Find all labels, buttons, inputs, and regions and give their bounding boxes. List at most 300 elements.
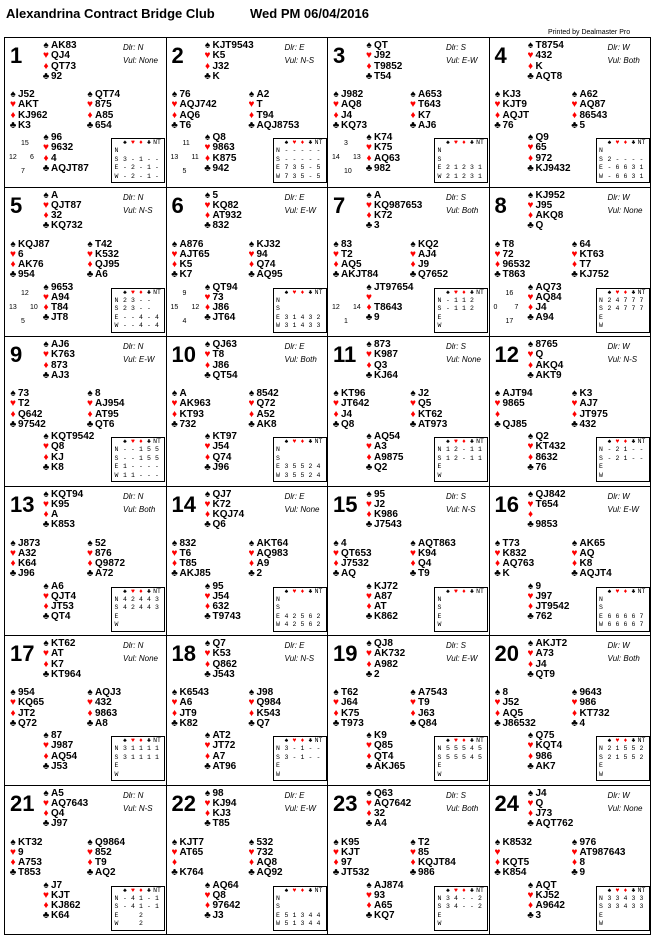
north-club-holding <box>526 819 574 829</box>
diamond-icon: ♦ <box>204 509 211 521</box>
diamond-icon: ♦ <box>366 302 372 314</box>
club-icon: ♣ <box>248 418 255 430</box>
club-cards: AKJT84 <box>341 269 379 281</box>
spade-icon: ♠ <box>43 132 49 143</box>
east-club-holding <box>570 270 609 280</box>
tricks-cell: 6 <box>623 612 628 620</box>
diamond-icon: ♦ <box>333 857 339 869</box>
club-icon: ♣ <box>9 717 17 729</box>
spade-cards: A6 <box>51 580 64 592</box>
heart-cards: 432 <box>95 697 112 709</box>
tricks-cell: 6 <box>623 164 628 172</box>
tricks-cell <box>638 147 646 155</box>
spade-icon: ♠ <box>333 238 339 250</box>
tricks-row <box>435 164 487 172</box>
club-cards: J96 <box>18 568 35 580</box>
hcp-north: 3 <box>344 140 348 147</box>
tricks-cell <box>283 762 291 770</box>
club-icon: ♣ <box>365 910 373 922</box>
diamond-icon: ♦ <box>366 808 372 820</box>
diamond-cards: KQT5 <box>502 857 530 869</box>
tricks-cell <box>145 147 153 155</box>
club-icon: ♣ <box>527 910 534 922</box>
tricks-row <box>112 754 164 762</box>
diamond-icon: ♦ <box>571 707 578 719</box>
tricks-cell: W <box>599 770 603 778</box>
diamond-icon: ♦ <box>366 509 372 521</box>
spade-cards: AQ64 <box>212 879 239 891</box>
double-dummy-table <box>111 288 165 333</box>
heart-icon: ♥ <box>10 248 16 260</box>
diamond-cards: T94 <box>256 109 274 121</box>
hcp-west: 13 <box>170 154 179 161</box>
hcp-box <box>332 290 365 330</box>
tricks-cell <box>606 596 614 604</box>
spade-cards: AJT94 <box>502 388 533 399</box>
east-heart-holding <box>570 848 626 858</box>
east-club-holding <box>408 569 456 579</box>
club-name: Alexandrina Contract Bridge Club <box>6 6 215 21</box>
tricks-cell: 2 <box>639 745 644 753</box>
spade-cards: 8765 <box>535 339 558 350</box>
tricks-cell: 1 <box>155 903 159 911</box>
board-meta <box>123 191 153 217</box>
club-cards: T863 <box>502 269 526 281</box>
heart-cards: Q <box>535 349 544 361</box>
tricks-cell: 2 <box>607 753 612 761</box>
west-hand <box>493 539 535 580</box>
heart-cards: AJ7 <box>579 398 598 410</box>
south-hand <box>203 881 241 922</box>
tricks-cell: 1 <box>623 446 628 454</box>
tricks-row <box>597 156 649 164</box>
tricks-cell <box>129 771 137 779</box>
tricks-header-cell: ♦ <box>462 438 466 445</box>
club-icon: ♣ <box>9 119 17 131</box>
tricks-header-cell: NT <box>314 288 323 296</box>
hcp-north: 16 <box>505 289 514 297</box>
tricks-header-cell: ♠ <box>284 438 289 445</box>
spade-cards: KJ72 <box>374 580 398 592</box>
diamond-icon: ♦ <box>527 750 534 762</box>
spade-cards: Q9 <box>535 132 549 143</box>
club-icon: ♣ <box>42 611 50 623</box>
heart-cards: KQ65 <box>18 697 45 709</box>
hcp-box <box>332 140 365 180</box>
spade-icon: ♠ <box>527 431 534 442</box>
south-hand <box>41 283 73 324</box>
south-hand <box>364 133 400 174</box>
north-hand <box>41 490 83 531</box>
spade-cards: 76 <box>179 89 191 100</box>
tricks-cell <box>307 305 315 313</box>
tricks-cell <box>460 912 468 920</box>
tricks-cell <box>307 604 315 612</box>
tricks-header-cell: ♥ <box>292 288 297 296</box>
tricks-cell: 3 <box>446 894 450 902</box>
diamond-icon: ♦ <box>527 359 534 371</box>
spade-cards: A653 <box>418 89 442 100</box>
east-club-holding <box>247 121 300 131</box>
diamond-cards: J4 <box>341 109 353 121</box>
club-icon: ♣ <box>204 70 211 82</box>
tricks-cell: 5 <box>284 920 289 928</box>
heart-icon: ♥ <box>248 398 255 410</box>
spade-cards: JT97654 <box>374 281 414 293</box>
diamond-cards: AKQ8 <box>535 210 564 222</box>
heart-cards: 9865 <box>502 398 525 410</box>
west-club-holding <box>493 270 531 280</box>
tricks-cell <box>460 314 468 322</box>
north-hand <box>526 340 564 381</box>
south-club-holding <box>364 911 403 921</box>
tricks-cell: 3 <box>123 753 127 761</box>
tricks-header-row <box>274 438 326 446</box>
spade-icon: ♠ <box>571 89 578 100</box>
spade-cards: 73 <box>18 388 30 399</box>
diamond-cards: J73 <box>535 808 553 820</box>
tricks-cell <box>307 596 315 604</box>
tricks-header-cell: ♦ <box>623 139 628 146</box>
spade-cards: AKJT2 <box>535 638 568 649</box>
tricks-header-cell: ♥ <box>615 288 620 296</box>
spade-cards: KJT9543 <box>212 40 254 51</box>
tricks-header-cell: NT <box>476 587 484 595</box>
vulnerability-label: Vul: Both <box>446 205 479 215</box>
tricks-cell <box>622 463 630 471</box>
spade-icon: ♠ <box>366 638 372 649</box>
heart-cards: AK732 <box>374 648 406 660</box>
tricks-cell <box>468 314 476 322</box>
tricks-header-cell <box>112 438 121 446</box>
tricks-cell: N <box>276 147 280 155</box>
tricks-cell <box>452 314 460 322</box>
double-dummy-table <box>434 736 488 781</box>
heart-cards: KJ94 <box>212 797 237 809</box>
diamond-icon: ♦ <box>10 408 16 420</box>
diamond-cards: K72 <box>374 210 393 222</box>
tricks-cell: N <box>599 894 603 902</box>
diamond-icon: ♦ <box>87 558 93 570</box>
spade-icon: ♠ <box>333 836 339 848</box>
tricks-header-cell: ♦ <box>139 886 143 894</box>
heart-cards: A6 <box>179 697 193 709</box>
tricks-row <box>274 754 326 762</box>
club-cards: KQ73 <box>341 119 368 131</box>
club-cards: QJ85 <box>502 418 527 430</box>
tricks-cell: 5 <box>478 745 482 753</box>
spade-icon: ♠ <box>366 189 372 201</box>
board-number: 5 <box>10 192 23 218</box>
club-cards: AQ95 <box>256 269 283 281</box>
tricks-header-row <box>597 588 649 596</box>
tricks-cell: S <box>276 454 280 462</box>
tricks-cell: - <box>292 147 297 155</box>
tricks-cell: W <box>437 920 442 928</box>
heart-icon: ♥ <box>204 648 211 660</box>
west-club-holding <box>331 569 372 579</box>
club-cards: 9 <box>374 312 380 324</box>
spade-icon: ♠ <box>410 537 416 549</box>
club-cards: A72 <box>95 568 114 580</box>
tricks-header-cell <box>597 737 606 745</box>
tricks-header-cell: ♦ <box>462 288 466 296</box>
tricks-cell <box>283 596 291 604</box>
vulnerability-label: Vul: N-S <box>123 205 153 215</box>
tricks-cell: 7 <box>623 296 628 304</box>
tricks-header-cell: ♥ <box>292 886 297 894</box>
tricks-cell <box>129 621 137 629</box>
east-club-holding <box>570 121 608 131</box>
diamond-cards: Q4 <box>418 558 432 570</box>
diamond-icon: ♦ <box>248 408 255 420</box>
tricks-cell: 5 <box>300 463 305 471</box>
club-icon: ♣ <box>365 369 373 381</box>
spade-icon: ♠ <box>333 388 339 399</box>
heart-cards: KJT9 <box>502 99 527 111</box>
double-dummy-table <box>596 736 650 781</box>
diamond-icon: ♦ <box>87 259 93 271</box>
tricks-cell <box>606 472 614 480</box>
board-number: 21 <box>10 790 35 816</box>
spade-icon: ♠ <box>10 238 16 250</box>
north-club-holding <box>41 371 75 381</box>
club-cards: AQJT87 <box>51 162 89 174</box>
tricks-header-cell: ♠ <box>123 886 127 894</box>
club-cards: AQ <box>341 568 356 580</box>
east-club-holding <box>570 868 626 878</box>
spade-cards: T73 <box>502 537 520 549</box>
tricks-header-cell <box>597 438 606 446</box>
heart-cards: 9 <box>18 846 24 858</box>
tricks-cell: 3 <box>316 322 321 330</box>
tricks-cell: W <box>437 471 442 479</box>
tricks-cell <box>121 147 129 155</box>
tricks-cell: N <box>599 446 603 454</box>
south-hand <box>364 283 413 324</box>
east-hand <box>408 90 442 131</box>
club-cards: AQT762 <box>535 818 574 830</box>
tricks-cell: N <box>437 446 442 454</box>
tricks-header-cell <box>274 737 283 745</box>
tricks-cell <box>460 762 468 770</box>
diamond-icon: ♦ <box>43 60 49 72</box>
diamond-cards: K75 <box>341 707 360 719</box>
tricks-cell <box>468 596 476 604</box>
tricks-row <box>274 297 326 305</box>
tricks-row <box>435 314 487 322</box>
diamond-cards: QT4 <box>374 750 394 762</box>
tricks-cell <box>638 472 646 480</box>
west-club-holding <box>8 868 42 878</box>
tricks-cell: S <box>276 903 280 911</box>
club-cards: QT54 <box>212 369 238 381</box>
board-meta <box>123 789 153 815</box>
tricks-cell: 1 <box>470 446 474 454</box>
hcp-east: 14 <box>353 303 361 311</box>
tricks-cell: 5 <box>147 446 151 454</box>
club-icon: ♣ <box>204 910 211 922</box>
board-number: 2 <box>171 43 184 68</box>
tricks-cell: 3 <box>607 903 612 911</box>
heart-icon: ♥ <box>248 99 255 111</box>
north-diamond-holding <box>364 211 422 221</box>
tricks-cell <box>452 472 460 480</box>
north-hand <box>526 490 566 531</box>
heart-icon: ♥ <box>527 498 534 510</box>
tricks-cell: 5 <box>300 612 305 620</box>
diamond-cards: AQ5 <box>502 707 524 719</box>
tricks-cell: N <box>599 296 603 304</box>
spade-cards: KQ2 <box>418 238 439 250</box>
tricks-cell: 3 <box>308 313 313 321</box>
spade-icon: ♠ <box>527 638 534 649</box>
club-cards: AK7 <box>535 760 556 772</box>
club-cards: K8 <box>51 461 64 473</box>
heart-icon: ♥ <box>527 648 534 660</box>
heart-cards: 9632 <box>51 142 74 154</box>
tricks-cell: - <box>155 471 159 479</box>
heart-cards: A3 <box>374 441 387 453</box>
heart-icon: ♥ <box>494 697 501 709</box>
club-cards: KQ7 <box>374 910 395 922</box>
heart-icon: ♥ <box>527 199 534 211</box>
spade-cards: A <box>51 189 59 201</box>
club-cards: J7543 <box>374 519 402 531</box>
tricks-cell: 1 <box>139 155 143 163</box>
tricks-cell: 3 <box>470 164 474 172</box>
spade-cards: A2 <box>256 89 270 100</box>
tricks-cell: W <box>114 322 119 330</box>
tricks-cell <box>638 596 646 604</box>
heart-cards: KQ82 <box>212 199 239 211</box>
diamond-icon: ♦ <box>43 658 49 670</box>
tricks-cell: - <box>631 155 636 163</box>
heart-cards: Q5 <box>418 398 432 410</box>
tricks-cell: 3 <box>155 595 159 603</box>
board-meta <box>608 789 643 815</box>
board-2 <box>167 38 329 188</box>
spade-cards: KJ32 <box>256 238 281 250</box>
tricks-cell: 1 <box>639 164 644 172</box>
heart-cards: J64 <box>341 697 358 709</box>
tricks-row <box>435 322 487 330</box>
south-hand <box>41 582 76 623</box>
club-cards: 732 <box>179 418 197 430</box>
spade-icon: ♠ <box>248 537 255 549</box>
tricks-cell: - <box>155 164 159 172</box>
tricks-cell: N <box>114 147 119 155</box>
diamond-cards: 9863 <box>95 707 118 719</box>
heart-cards: AK963 <box>179 398 211 410</box>
diamond-icon: ♦ <box>494 558 501 570</box>
south-club-holding <box>526 612 570 622</box>
west-hand <box>8 240 50 281</box>
diamond-cards: KQJT84 <box>418 857 456 869</box>
tricks-cell <box>307 762 315 770</box>
south-club-holding <box>203 313 238 323</box>
tricks-row <box>112 305 164 313</box>
heart-icon: ♥ <box>366 889 372 901</box>
tricks-cell: S <box>276 155 280 163</box>
spade-cards: KT97 <box>212 431 237 442</box>
club-icon: ♣ <box>204 668 211 680</box>
dealer-label: Dlr: S <box>446 491 466 501</box>
spade-cards: T2 <box>418 836 430 848</box>
east-hand <box>570 688 610 729</box>
spade-cards: 954 <box>18 687 35 698</box>
tricks-cell: N <box>114 745 119 753</box>
club-icon: ♣ <box>527 70 534 82</box>
vulnerability-label: Vul: Both <box>607 56 640 65</box>
tricks-header-cell: ♥ <box>454 288 458 296</box>
dealer-label: Dlr: S <box>446 342 466 351</box>
tricks-header-row <box>597 887 649 895</box>
tricks-header-cell: ♣ <box>147 587 151 595</box>
tricks-row <box>112 463 164 471</box>
tricks-cell: - <box>147 894 151 902</box>
west-club-holding <box>8 569 40 579</box>
club-cards: QT9 <box>535 668 555 680</box>
spade-icon: ♠ <box>171 836 178 848</box>
tricks-cell <box>460 596 468 604</box>
tricks-cell: N <box>114 894 119 902</box>
tricks-cell: 2 <box>607 305 612 313</box>
double-dummy-table <box>273 138 327 183</box>
spade-cards: A <box>179 388 187 399</box>
east-hand <box>408 688 447 729</box>
hcp-box <box>332 589 365 629</box>
tricks-cell: N <box>437 296 442 304</box>
tricks-cell: 1 <box>292 313 297 321</box>
spade-cards: Q8 <box>212 132 226 143</box>
spade-icon: ♠ <box>87 687 93 698</box>
tricks-cell: E <box>599 463 603 471</box>
east-hand <box>570 539 612 580</box>
vulnerability-label: Vul: E-W <box>446 654 478 663</box>
north-hand <box>203 191 242 232</box>
north-hand <box>526 789 574 830</box>
club-cards: Q72 <box>18 717 37 729</box>
north-heart-holding <box>364 201 422 211</box>
club-cards: K853 <box>51 519 75 531</box>
south-club-holding <box>364 463 403 473</box>
tricks-row <box>597 322 649 330</box>
heart-cards: AQ <box>579 547 595 559</box>
tricks-cell: 1 <box>446 446 450 454</box>
hcp-box <box>494 140 527 180</box>
spade-cards: AQ54 <box>374 431 401 442</box>
south-club-holding <box>41 164 89 174</box>
diamond-icon: ♦ <box>571 109 578 121</box>
tricks-row <box>112 472 164 480</box>
tricks-cell: - <box>155 463 159 471</box>
tricks-header-cell: ♣ <box>631 737 636 744</box>
south-hand <box>526 432 566 473</box>
tricks-cell: 1 <box>139 903 143 911</box>
tricks-cell: 1 <box>454 296 458 304</box>
hcp-south: 10 <box>344 168 352 175</box>
tricks-cell <box>468 156 476 164</box>
north-club-holding <box>203 371 238 381</box>
club-cards: 2 <box>256 568 263 580</box>
tricks-row <box>597 463 649 471</box>
tricks-header-row <box>274 289 326 297</box>
diamond-icon: ♦ <box>204 808 211 820</box>
tricks-cell: S <box>114 155 119 163</box>
tricks-header-row <box>597 737 649 745</box>
club-icon: ♣ <box>171 717 178 729</box>
